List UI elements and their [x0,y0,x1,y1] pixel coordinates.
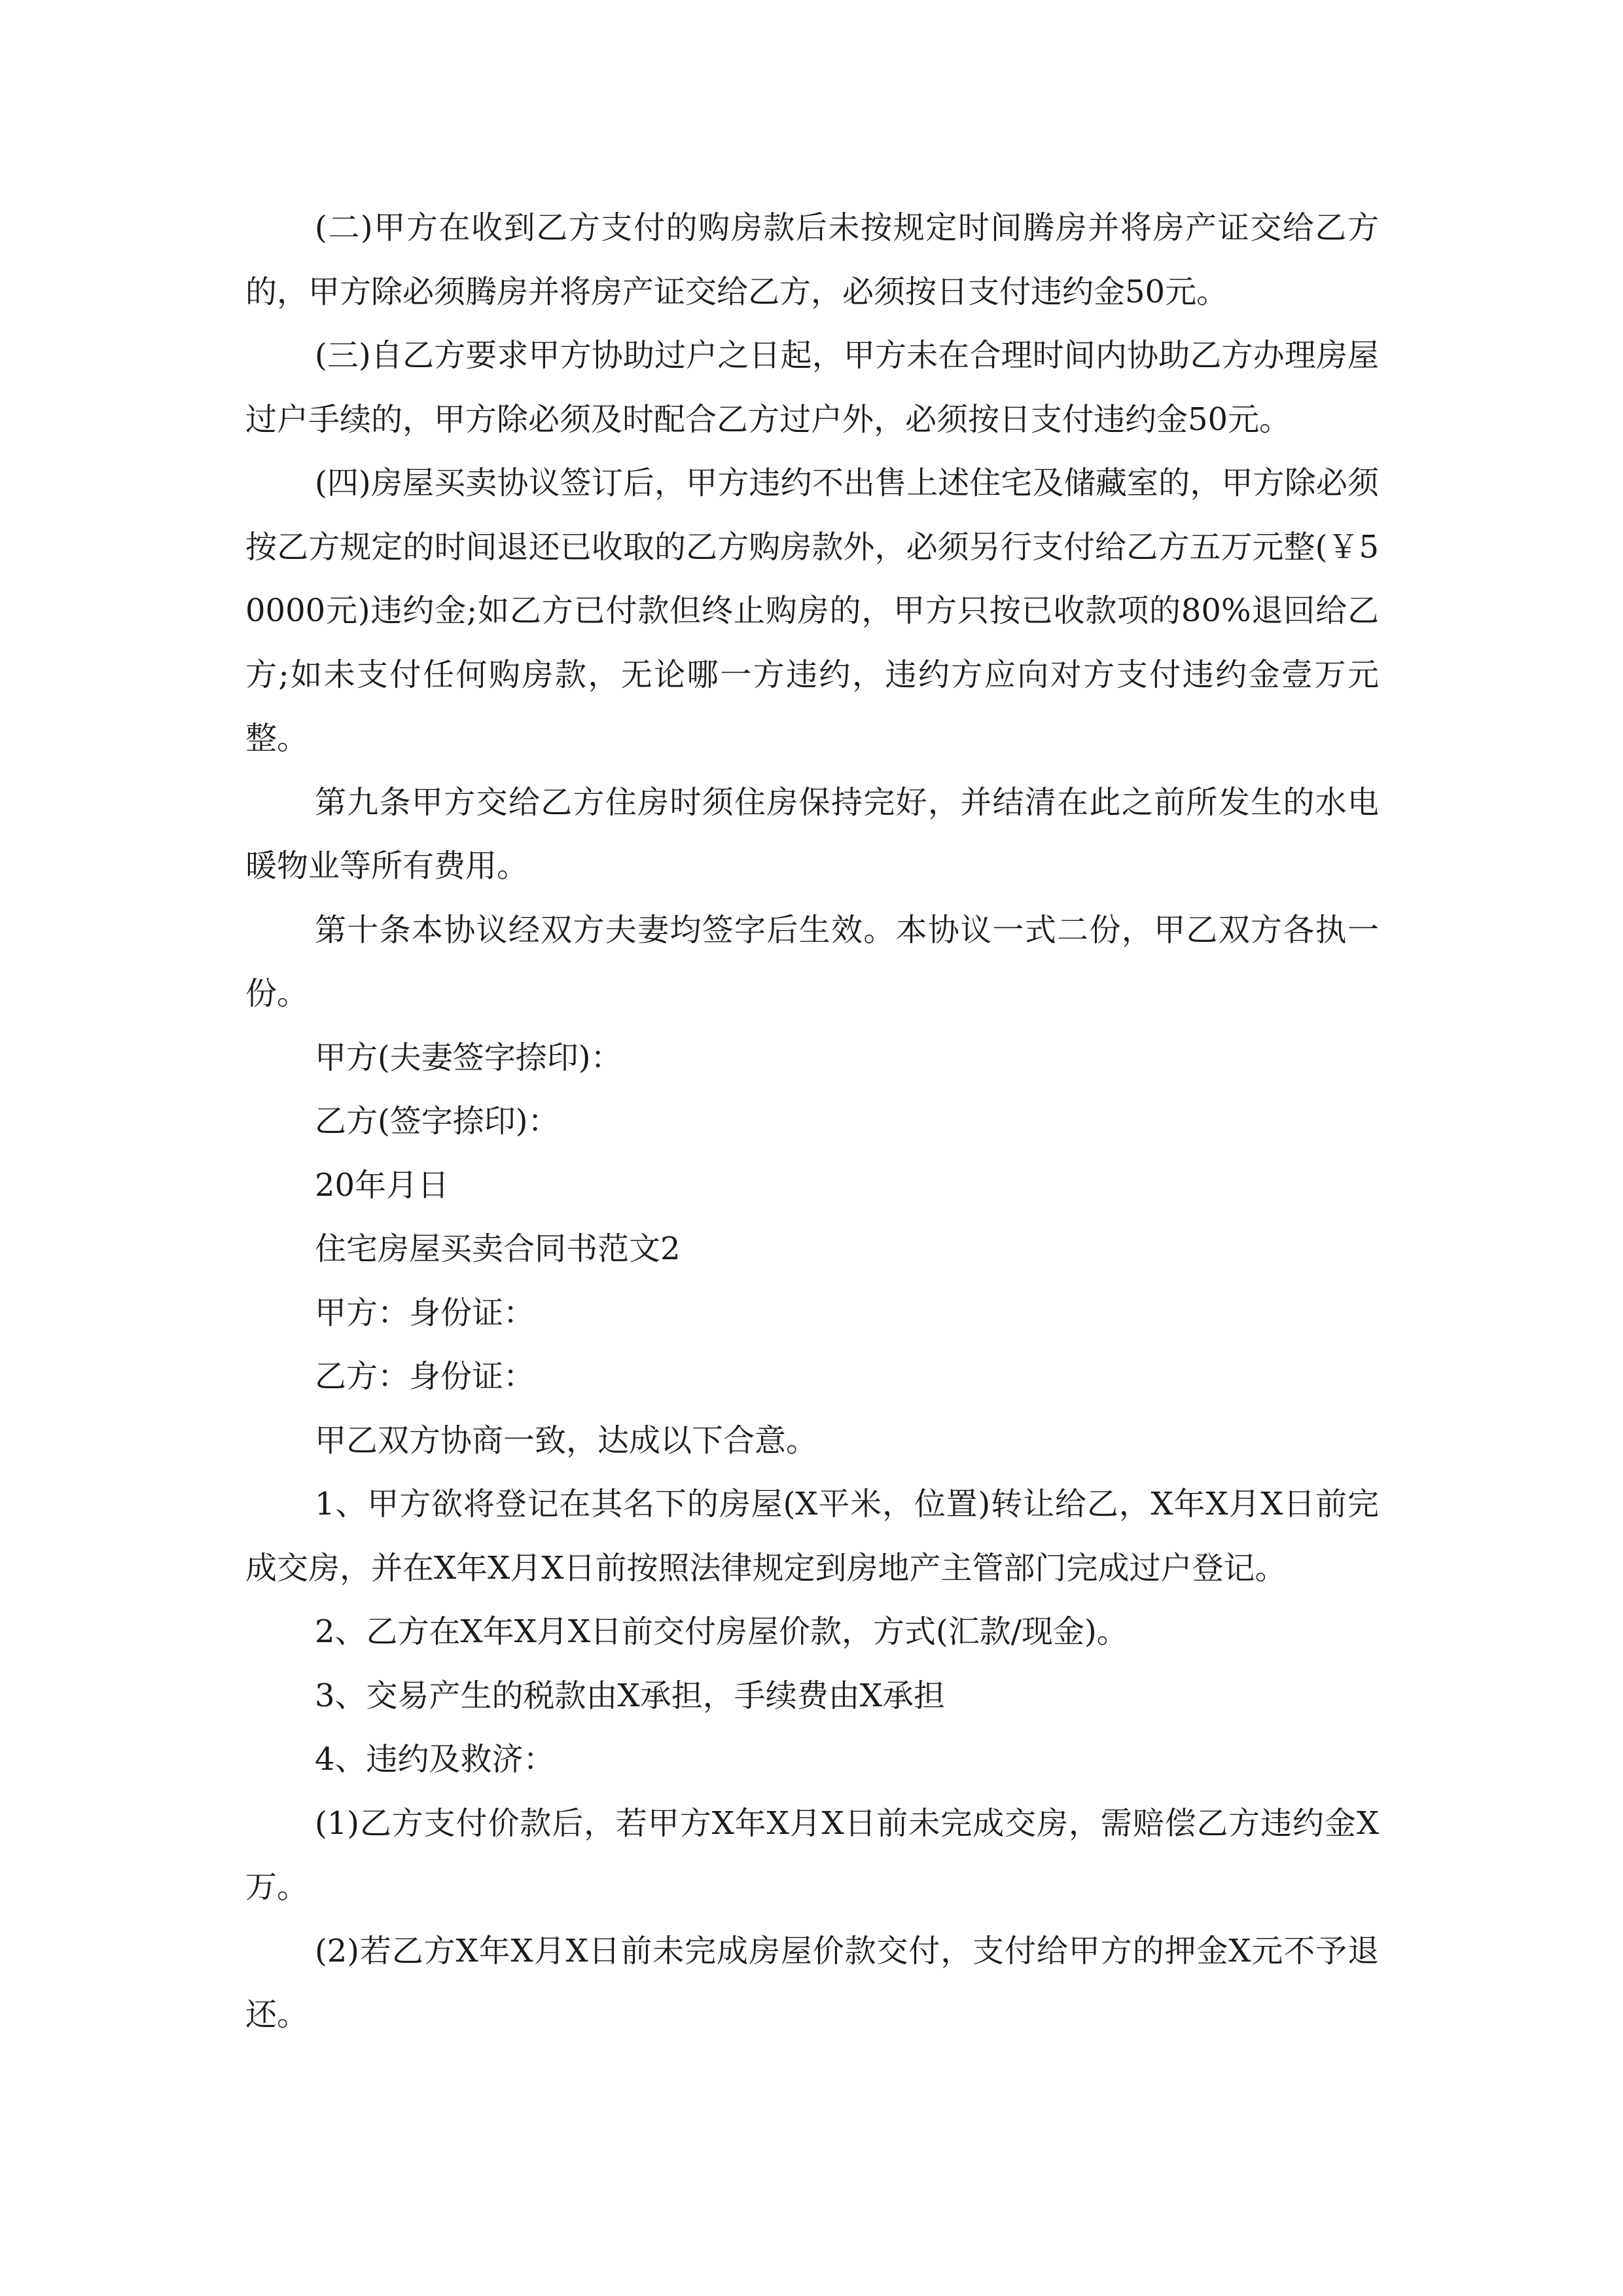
signature-party-b: 乙方(签字捺印)： [315,1103,560,1139]
paragraph-article-10: 第十条本协议经双方夫妻均签字后生效。本协议一式二份，甲乙双方各执一份。 [245,911,1379,1012]
party-b-id: 乙方：身份证： [315,1358,535,1395]
section-title: 住宅房屋买卖合同书范文2 [315,1230,681,1267]
paragraph-clause-2: (二)甲方在收到乙方支付的购房款后未按规定时间腾房并将房产证交给乙方的，甲方除必须腾房并将房产证交给乙方，必须按日支付违约金50元。 [245,209,1379,310]
paragraph-article-9: 第九条甲方交给乙方住房时须住房保持完好，并结清在此之前所发生的水电暖物业等所有费用。 [245,783,1379,884]
signature-date: 20年月日 [315,1166,450,1204]
clause-2: 2、乙方在X年X月X日前交付房屋价款，方式(汇款/现金)。 [315,1613,1128,1650]
clause-4-sub-1: (1)乙方支付价款后，若甲方X年X月X日前未完成交房，需赔偿乙方违约金X万。 [245,1804,1379,1905]
paragraph-clause-3: (三)自乙方要求甲方协助过户之日起，甲方未在合理时间内协助乙方办理房屋过户手续的，甲方除必须及时配合乙方过户外，必须按日支付违约金50元。 [245,337,1379,438]
agreement-intro: 甲乙双方协商一致，达成以下合意。 [315,1422,818,1459]
clause-4-sub-2: (2)若乙方X年X月X日前未完成房屋价款交付，支付给甲方的押金X元不予退还。 [245,1932,1379,2033]
paragraph-clause-4: (四)房屋买卖协议签订后，甲方违约不出售上述住宅及储藏室的，甲方除必须按乙方规定的时间退还已收取的乙方购房款外，必须另行支付给乙方五万元整(￥50000元)违约金;如乙方已付款但终止购房的，甲方只按已收款项的80%退回给乙方;如未支付任何购房款，无论哪一方违约，违约方应向对方支付违约金壹万元整。 [245,465,1379,757]
clause-1: 1、甲方欲将登记在其名下的房屋(X平米，位置)转让给乙，X年X月X日前完成交房，并在X年X月X日前按照法律规定到房地产主管部门完成过户登记。 [245,1486,1379,1587]
signature-party-a: 甲方(夫妻签字捺印)： [315,1039,622,1076]
party-a-id: 甲方：身份证： [315,1294,535,1331]
clause-4: 4、违约及救济： [315,1741,555,1778]
clause-3: 3、交易产生的税款由X承担，手续费由X承担 [315,1677,945,1714]
